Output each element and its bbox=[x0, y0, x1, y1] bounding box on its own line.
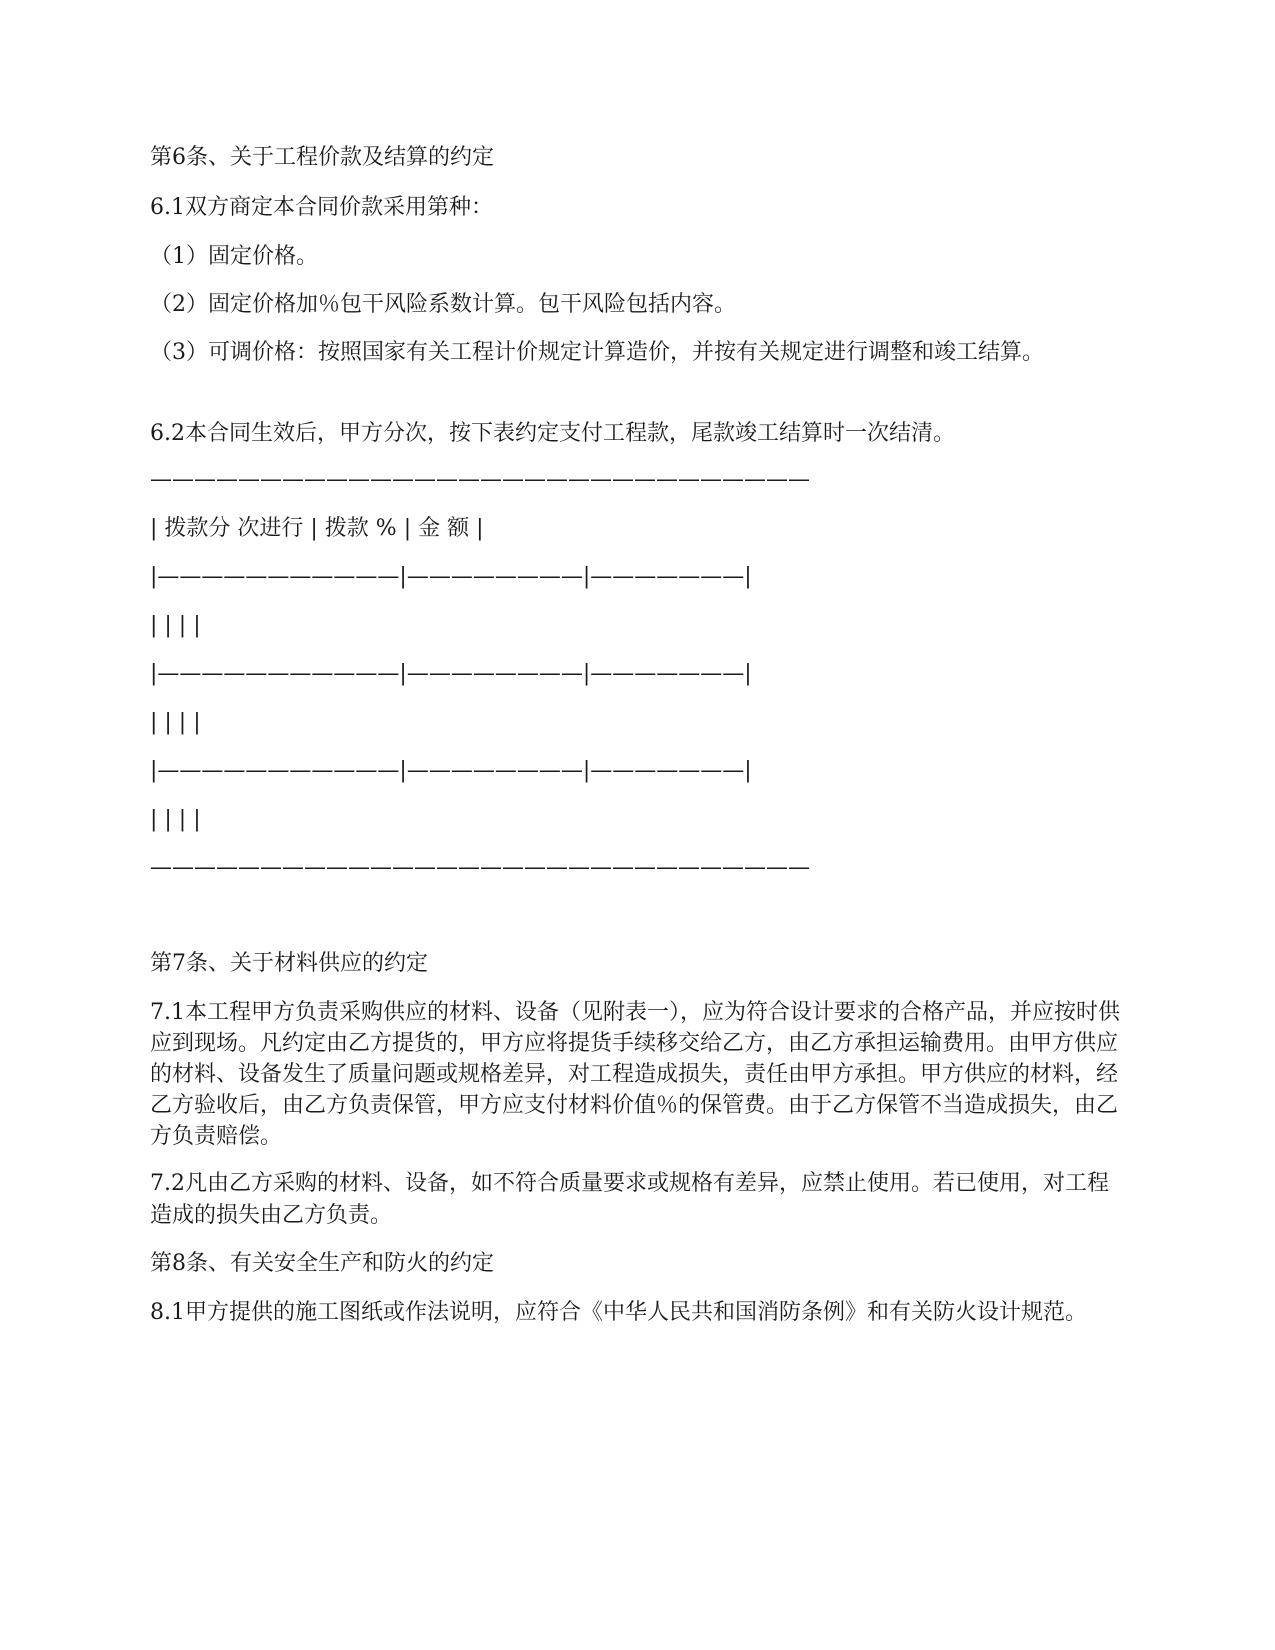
clause-6-2: 6.2本合同生效后，甲方分次，按下表约定支付工程款，尾款竣工结算时一次结清。 bbox=[150, 421, 955, 446]
clause-7-2: 7.2凡由乙方采购的材料、设备，如不符合质量要求或规格有差异，应禁止使用。若已使用，对工程造成的损失由乙方负责。 bbox=[150, 1171, 1109, 1228]
option-1: （1）固定价格。 bbox=[150, 244, 318, 269]
table-row: | | | | bbox=[150, 710, 201, 735]
section-8-heading: 第8条、有关安全生产和防火的约定 bbox=[150, 1251, 494, 1276]
table-top-border: —————————————————————————————— bbox=[150, 467, 810, 492]
clause-7-1: 7.1本工程甲方负责采购供应的材料、设备（见附表一），应为符合设计要求的合格产品，并应按时供应到现场。凡约定由乙方提货的，甲方应将提货手续移交给乙方，由乙方承担运输费用。由甲方供应的材料、设备发生了质量问题或规格差异，对工程造成损失，责任由甲方承担。甲方供应的材料，经乙方验收后，由乙方负责保管，甲方应支付材料价值％的保管费。由于乙方保管不当造成损失，由乙方负责赔偿。 bbox=[150, 1000, 1120, 1149]
section-7-heading: 第7条、关于材料供应的约定 bbox=[150, 951, 428, 976]
clause-6-1: 6.1双方商定本合同价款采用第种： bbox=[150, 195, 493, 220]
clause-8-1: 8.1甲方提供的施工图纸或作法说明，应符合《中华人民共和国消防条例》和有关防火设计规范。 bbox=[150, 1300, 1087, 1325]
option-2: （2）固定价格加％包干风险系数计算。包干风险包括内容。 bbox=[150, 292, 736, 317]
option-3: （3）可调价格：按照国家有关工程计价规定计算造价，并按有关规定进行调整和竣工结算。 bbox=[150, 340, 1045, 365]
table-row: | | | | bbox=[150, 613, 201, 638]
table-bottom-border: —————————————————————————————— bbox=[150, 855, 810, 880]
table-separator: |———————————|————————|———————| bbox=[150, 758, 752, 783]
table-row: | | | | bbox=[150, 807, 201, 832]
section-6-heading: 第6条、关于工程价款及结算的约定 bbox=[150, 145, 494, 170]
table-separator: |———————————|————————|———————| bbox=[150, 564, 752, 589]
table-header-row: | 拨款分 次进行 | 拨款 % | 金 额 | bbox=[150, 516, 484, 541]
table-separator: |———————————|————————|———————| bbox=[150, 661, 752, 686]
